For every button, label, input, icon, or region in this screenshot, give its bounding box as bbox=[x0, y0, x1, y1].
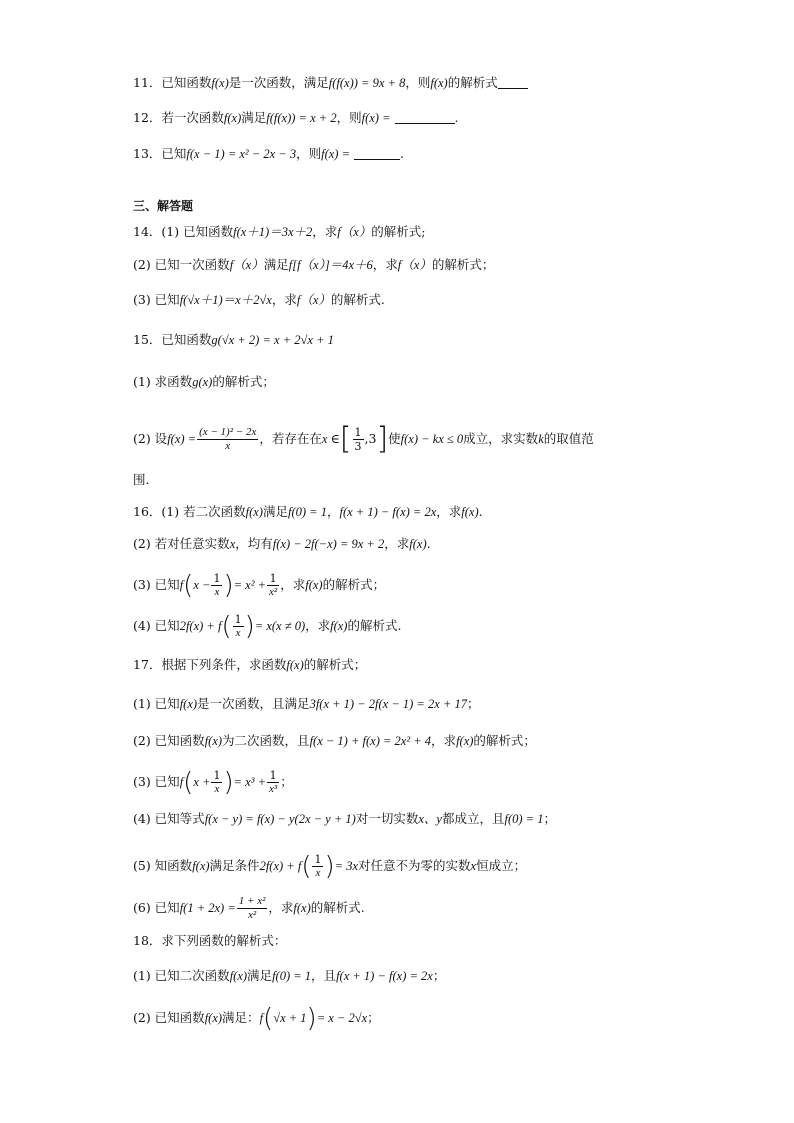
problem-17-4-text-c: 都成立，且 bbox=[441, 811, 505, 826]
problem-13 bbox=[133, 145, 693, 163]
problem-13-condition: f(x − 1) = x² − 2x − 3 bbox=[186, 147, 297, 161]
problem-16-3-text: (3) 已知 bbox=[133, 577, 180, 592]
problem-15-2-text-b: ，若存在在 bbox=[259, 431, 322, 446]
problem-18: 18．求下列函数的解析式： bbox=[133, 933, 287, 948]
interval-fraction bbox=[353, 426, 364, 453]
problem-17-5-text: (5) 知函数 bbox=[133, 858, 193, 873]
problem-12 bbox=[133, 109, 693, 127]
problem-17-1-fx: f(x) bbox=[179, 697, 198, 711]
problem-16-text: 16．(1) 若二次函数 bbox=[133, 504, 246, 519]
fraction bbox=[312, 853, 323, 880]
fraction-denominator: 3 bbox=[354, 440, 362, 453]
problem-11-text-c: ，则 bbox=[405, 75, 431, 90]
fraction bbox=[233, 613, 244, 640]
problem-15-part1 bbox=[133, 373, 693, 391]
problem-14-3-text: (3) 已知 bbox=[133, 292, 180, 307]
problem-14-text-b: ，求 bbox=[312, 224, 338, 239]
right-bracket: ] bbox=[376, 421, 389, 457]
problem-17-6-text-c: 的解析式. bbox=[310, 900, 365, 915]
problem-17-6-text-b: ，求 bbox=[268, 900, 294, 915]
fraction bbox=[211, 572, 222, 599]
problem-18-2-rhs: = x − 2√x bbox=[316, 1011, 368, 1025]
problem-17-1-text: (1) 已知 bbox=[133, 696, 180, 711]
problem-18-2-text-b: 满足： bbox=[222, 1010, 260, 1025]
problem-12-text: 12．若一次函数 bbox=[133, 110, 224, 125]
problem-17-fx: f(x) bbox=[286, 658, 304, 672]
problem-15-2-x: x ∈ bbox=[321, 432, 340, 446]
problem-16-2-text-b: ，均有 bbox=[235, 536, 273, 551]
problem-16-2-text-d: . bbox=[426, 536, 431, 551]
problem-17-5-lhs: 2f(x) + f bbox=[259, 859, 302, 873]
problem-12-condition: f(f(x)) = x + 2 bbox=[266, 111, 337, 125]
problem-17-part5 bbox=[133, 853, 693, 880]
fraction-denominator: x bbox=[235, 627, 241, 639]
problem-17-2-condition: f(x − 1) + f(x) = 2x² + 4 bbox=[309, 734, 432, 748]
fraction-numerator: 1 bbox=[213, 572, 221, 585]
fraction-denominator: x bbox=[214, 586, 220, 598]
problem-16-2-x: x bbox=[229, 537, 236, 551]
problem-11-condition: f(f(x)) = 9x + 8 bbox=[328, 76, 406, 90]
problem-17-3-text: (3) 已知 bbox=[133, 774, 180, 789]
problem-14-2-fx2: f（x） bbox=[397, 258, 432, 272]
problem-16-part3 bbox=[133, 572, 693, 599]
answer-blank-11[interactable] bbox=[498, 75, 528, 89]
problem-18-1-condition-1: f(0) = 1 bbox=[272, 969, 312, 983]
fraction-numerator: (x − 1)² − 2x bbox=[199, 426, 257, 438]
section-heading: 三、解答题 bbox=[133, 199, 194, 213]
problem-17-2-fx: f(x) bbox=[204, 734, 223, 748]
problem-16-3-rhs: = x² + bbox=[233, 578, 267, 592]
problem-12-fx: f(x) bbox=[223, 111, 242, 125]
answer-blank-13[interactable] bbox=[354, 146, 400, 160]
problem-14-2-text: (2) 已知一次函数 bbox=[133, 257, 230, 272]
problem-17-5-text-d: 恒成立； bbox=[476, 858, 527, 873]
problem-16-part1 bbox=[133, 503, 693, 521]
problem-16-2-text: (2) 若对任意实数 bbox=[133, 536, 230, 551]
problem-16-3-text-b: ，求 bbox=[280, 577, 306, 592]
problem-15-1-fx: g(x) bbox=[192, 375, 213, 389]
problem-16-3-text-c: 的解析式； bbox=[322, 577, 386, 592]
problem-18-1-text-b: 满足 bbox=[247, 968, 273, 983]
problem-16-3-fx: f(x) bbox=[305, 578, 323, 592]
problem-17-5-fx: f(x) bbox=[192, 859, 210, 873]
problem-15-condition: g(√x + 2) = x + 2√x + 1 bbox=[211, 333, 334, 347]
problem-18-2-argument: √x + 1 bbox=[273, 1011, 307, 1025]
problem-16-text-c: ， bbox=[326, 504, 340, 519]
problem-16-fx2: f(x) bbox=[461, 505, 479, 519]
problem-12-text-b: 满足 bbox=[241, 110, 267, 125]
problem-17-2-text-d: 的解析式； bbox=[473, 733, 536, 748]
problem-17-1-text-b: 是一次函数，且满足 bbox=[197, 696, 310, 711]
problem-16-4-text-b: ，求 bbox=[305, 618, 331, 633]
problem-18-1-condition-2: f(x + 1) − f(x) = 2x bbox=[336, 969, 433, 983]
problem-13-text-c: ，则 bbox=[296, 146, 322, 161]
problem-14-condition: f(x＋1)＝3x＋2 bbox=[233, 225, 313, 239]
fraction-numerator: 1 bbox=[314, 853, 322, 866]
right-paren: ) bbox=[223, 767, 234, 798]
problem-16-2-condition: f(x) − 2f(−x) = 9x + 2 bbox=[272, 537, 385, 551]
problem-16-4-text-c: 的解析式. bbox=[347, 618, 402, 633]
problem-12-text-c: ，则 bbox=[336, 110, 362, 125]
problem-16-4-rhs: = x(x ≠ 0) bbox=[254, 619, 306, 633]
problem-14-fx: f（x） bbox=[337, 225, 372, 239]
problem-14-3-condition: f(√x＋1)＝x＋2√x bbox=[179, 293, 272, 307]
left-paren: ( bbox=[183, 570, 194, 601]
problem-14-text-c: 的解析式; bbox=[371, 224, 426, 239]
problem-14-2-text-d: 的解析式； bbox=[431, 257, 495, 272]
problem-18-part2 bbox=[133, 1003, 693, 1034]
fraction-denominator: x bbox=[214, 783, 220, 795]
left-paren: ( bbox=[221, 611, 232, 642]
fraction bbox=[211, 769, 222, 796]
problem-15-2-text-e: 的取值范 bbox=[543, 431, 594, 446]
problem-17-4-condition-2: f(0) = 1 bbox=[504, 812, 544, 826]
problem-17-3-text-b: ； bbox=[280, 774, 293, 789]
problem-17-1-text-c: ； bbox=[466, 696, 480, 711]
problem-14-part1 bbox=[133, 223, 693, 241]
problem-13-text: 13．已知 bbox=[133, 146, 187, 161]
problem-16-2-text-c: ，求 bbox=[384, 536, 410, 551]
problem-18-part1 bbox=[133, 967, 693, 985]
problem-17-5-text-c: 对任意不为零的实数 bbox=[358, 858, 471, 873]
problem-17-5-text-b: 满足条件 bbox=[209, 858, 260, 873]
right-paren: ) bbox=[244, 611, 255, 642]
fraction bbox=[267, 572, 279, 599]
problem-17-5-rhs: = 3x bbox=[334, 859, 358, 873]
problem-14-2-text-b: 满足 bbox=[263, 257, 289, 272]
fraction-numerator: 1 bbox=[267, 769, 279, 783]
problem-15-2-f: f(x) = bbox=[167, 432, 197, 446]
problem-17 bbox=[133, 656, 693, 674]
problem-17-part1 bbox=[133, 695, 693, 713]
problem-16-4-text: (4) 已知 bbox=[133, 618, 180, 633]
problem-11-text-b: 是一次函数，满足 bbox=[228, 75, 329, 90]
problem-17-4-text-b: 对一切实数 bbox=[355, 811, 419, 826]
fraction-denominator: x bbox=[315, 867, 321, 879]
left-paren: ( bbox=[183, 767, 194, 798]
problem-15-2-inequality: f(x) − kx ≤ 0 bbox=[400, 432, 464, 446]
problem-14-part2 bbox=[133, 256, 693, 274]
problem-17-part3 bbox=[133, 769, 693, 796]
problem-16-4-lhs: 2f(x) + f bbox=[179, 619, 222, 633]
problem-13-text-d: . bbox=[400, 146, 404, 161]
problem-17-part2 bbox=[133, 732, 693, 750]
problem-15-2-k: k bbox=[538, 432, 544, 446]
problem-18-2-f: f bbox=[259, 1011, 264, 1025]
problem-17-text-b: 的解析式； bbox=[303, 657, 367, 672]
problem-16-part2 bbox=[133, 535, 693, 553]
problem-17-3-x: x + bbox=[193, 775, 211, 789]
left-bracket: [ bbox=[339, 421, 352, 457]
fraction-numerator: 1 bbox=[234, 613, 242, 626]
left-paren: ( bbox=[301, 851, 312, 882]
problem-17-text: 17．根据下列条件，求函数 bbox=[133, 657, 287, 672]
problem-18-2-text: (2) 已知函数 bbox=[133, 1010, 205, 1025]
problem-14-3-fx: f（x） bbox=[296, 293, 331, 307]
problem-17-part4 bbox=[133, 810, 693, 828]
problem-16-condition-1: f(0) = 1 bbox=[287, 505, 327, 519]
left-paren: ( bbox=[263, 1003, 274, 1034]
fraction-denominator: x bbox=[225, 440, 231, 452]
interval-end: ,3 bbox=[364, 431, 377, 446]
problem-16-text-e: . bbox=[478, 504, 483, 519]
problem-17-3-rhs: = x³ + bbox=[233, 775, 267, 789]
problem-14-part3 bbox=[133, 291, 693, 309]
problem-14-3-text-b: ，求 bbox=[271, 292, 297, 307]
problem-17-2-text-c: ，求 bbox=[431, 733, 457, 748]
problem-16-fx: f(x) bbox=[245, 505, 263, 519]
problem-16-condition-2: f(x + 1) − f(x) = 2x bbox=[339, 505, 437, 519]
problem-17-6-lhs: f(1 + 2x) = bbox=[179, 901, 236, 915]
problem-17-4-condition: f(x − y) = f(x) − y(2x − y + 1) bbox=[204, 812, 356, 826]
problem-17-6-text: (6) 已知 bbox=[133, 900, 180, 915]
problem-15-2-text-c: 使 bbox=[388, 431, 401, 446]
problem-17-2-fx2: f(x) bbox=[456, 734, 474, 748]
fraction bbox=[237, 895, 268, 922]
problem-17-4-text: (4) 已知等式 bbox=[133, 811, 205, 826]
fraction-denominator: x³ bbox=[269, 783, 278, 795]
problem-14-2-condition: f[f（x）]＝4x＋6 bbox=[288, 258, 373, 272]
problem-12-fx2: f(x) = bbox=[361, 111, 391, 125]
problem-16-2-fx: f(x) bbox=[409, 537, 427, 551]
problem-17-2-text-b: 为二次函数，且 bbox=[222, 733, 310, 748]
fraction-numerator: 1 bbox=[354, 426, 362, 439]
problem-11-fx2: f(x) bbox=[430, 76, 448, 90]
problem-18-2-text-c: ； bbox=[367, 1010, 380, 1025]
problem-16-3-x: x − bbox=[193, 578, 211, 592]
problem-17-2-text: (2) 已知函数 bbox=[133, 733, 205, 748]
problem-12-text-d: . bbox=[454, 110, 459, 125]
problem-11-fx: f(x) bbox=[211, 76, 229, 90]
problem-15-text: 15．已知函数 bbox=[133, 332, 212, 347]
problem-15-1-text-b: 的解析式； bbox=[212, 374, 275, 389]
problem-16-part4 bbox=[133, 613, 693, 640]
fraction-numerator: 1 bbox=[267, 572, 279, 586]
problem-14-2-text-c: ，求 bbox=[372, 257, 398, 272]
problem-17-5-x: x bbox=[470, 859, 477, 873]
problem-16-text-b: 满足 bbox=[262, 504, 288, 519]
problem-18-1-fx: f(x) bbox=[229, 969, 248, 983]
fraction-denominator: x² bbox=[269, 586, 278, 598]
problem-16-3-f: f bbox=[179, 578, 184, 592]
fraction-denominator: x² bbox=[247, 909, 257, 921]
problem-15-1-text: (1) 求函数 bbox=[133, 374, 193, 389]
problem-15 bbox=[133, 331, 693, 349]
problem-15-2-text: (2) 设 bbox=[133, 431, 168, 446]
problem-17-4-text-d: ； bbox=[543, 811, 556, 826]
problem-15-2-text-d: 成立，求实数 bbox=[463, 431, 539, 446]
problem-14-2-fx: f（x） bbox=[229, 258, 264, 272]
problem-17-part6 bbox=[133, 895, 693, 922]
problem-15-2-fraction bbox=[197, 426, 258, 453]
answer-blank-12[interactable] bbox=[395, 110, 455, 124]
problem-15-continuation: 围. bbox=[133, 472, 150, 487]
problem-17-3-f: f bbox=[179, 775, 184, 789]
problem-17-1-condition: 3f(x + 1) − 2f(x − 1) = 2x + 17 bbox=[309, 697, 467, 711]
problem-13-fx2: f(x) = bbox=[321, 147, 351, 161]
right-paren: ) bbox=[324, 851, 335, 882]
right-paren: ) bbox=[306, 1003, 317, 1034]
fraction-numerator: 1 + x² bbox=[238, 895, 266, 907]
problem-11-text-d: 的解析式 bbox=[447, 75, 498, 90]
problem-18-2-fx: f(x) bbox=[204, 1011, 223, 1025]
problem-17-4-xy: x、y bbox=[418, 812, 442, 826]
problem-14-3-text-c: 的解析式. bbox=[330, 292, 385, 307]
problem-18-1-text: (1) 已知二次函数 bbox=[133, 968, 230, 983]
problem-17-6-fx: f(x) bbox=[293, 901, 311, 915]
fraction-numerator: 1 bbox=[213, 769, 221, 782]
problem-11-text: 11．已知函数 bbox=[133, 75, 212, 90]
problem-18-1-text-c: ，且 bbox=[311, 968, 337, 983]
right-paren: ) bbox=[223, 570, 234, 601]
problem-16-4-fx: f(x) bbox=[330, 619, 348, 633]
fraction bbox=[267, 769, 279, 796]
problem-11 bbox=[133, 74, 693, 92]
problem-15-part2 bbox=[133, 421, 693, 457]
problem-14-text: 14．(1) 已知函数 bbox=[133, 224, 234, 239]
problem-16-text-d: ，求 bbox=[436, 504, 462, 519]
problem-18-1-text-d: ； bbox=[432, 968, 446, 983]
